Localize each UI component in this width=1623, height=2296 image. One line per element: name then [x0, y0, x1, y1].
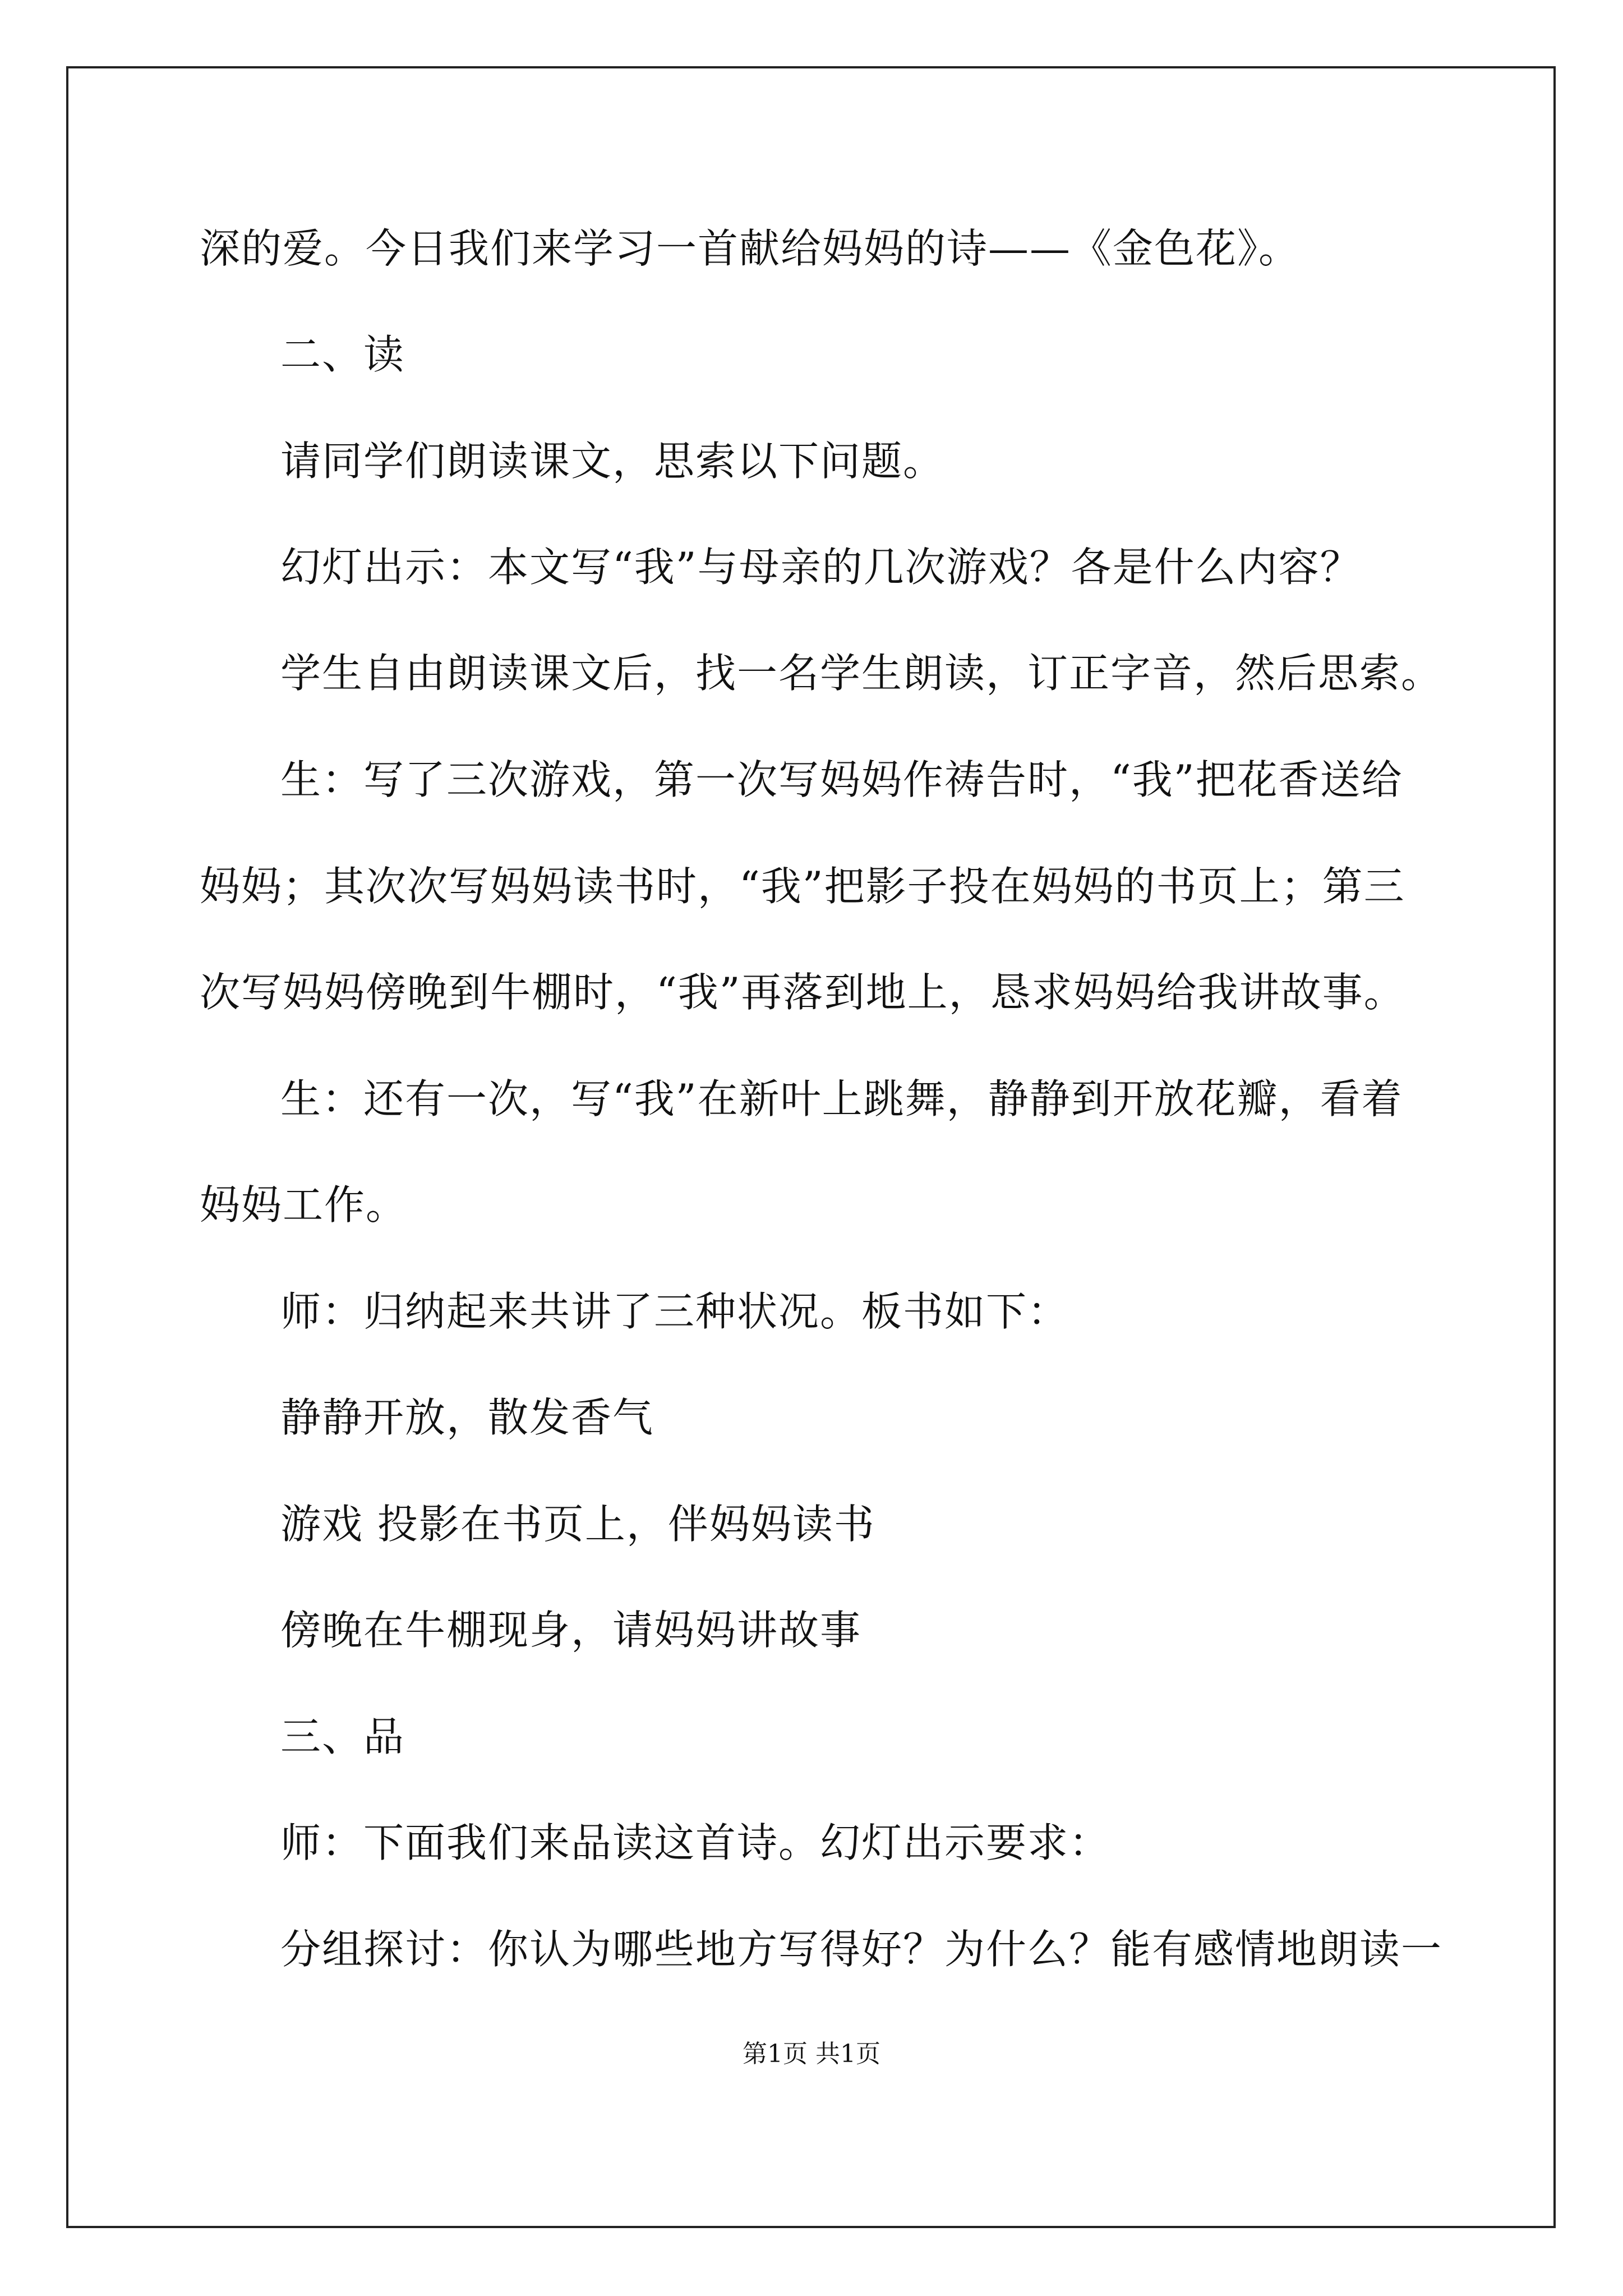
text-line-3: 请同学们朗读课文，思索以下问题。	[280, 438, 945, 485]
blackboard-line-2: 游戏 投影在书页上，伴妈妈读书	[280, 1501, 875, 1548]
blackboard-line-1: 静静开放，散发香气	[280, 1394, 654, 1441]
text-line-17: 分组探讨：你认为哪些地方写得好？为什么？能有感情地朗读一	[280, 1926, 1443, 1973]
text-line-1: 深的爱。今日我们来学习一首献给妈妈的诗——《金色花》。	[200, 225, 1301, 272]
text-line-16: 师：下面我们来品读这首诗。幻灯出示要求：	[280, 1819, 1111, 1866]
text-line-4: 幻灯出示：本文写“我”与母亲的几次游戏？各是什么内容？	[280, 544, 1362, 591]
page-footer: 第1页 共1页	[743, 2040, 880, 2068]
page-border	[66, 66, 1556, 2228]
text-line-10: 妈妈工作。	[200, 1181, 408, 1228]
section-heading-taste: 三、品	[280, 1713, 405, 1760]
section-heading-read: 二、读	[280, 331, 405, 378]
text-line-11: 师：归纳起来共讲了三种状况。板书如下：	[280, 1288, 1069, 1335]
text-line-7: 妈妈；其次次写妈妈读书时，“我”把影子投在妈妈的书页上；第三	[200, 863, 1405, 910]
text-line-9: 生：还有一次，写“我”在新叶上跳舞，静静到开放花瓣，看着	[280, 1075, 1403, 1122]
text-line-5: 学生自由朗读课文后，找一名学生朗读，订正字音，然后思索。	[280, 650, 1443, 697]
blackboard-line-3: 傍晚在牛棚现身，请妈妈讲故事	[280, 1607, 862, 1654]
text-line-6: 生：写了三次游戏，第一次写妈妈作祷告时，“我”把花香送给	[280, 756, 1403, 803]
text-line-8: 次写妈妈傍晚到牛棚时，“我”再落到地上，恳求妈妈给我讲故事。	[200, 969, 1405, 1016]
